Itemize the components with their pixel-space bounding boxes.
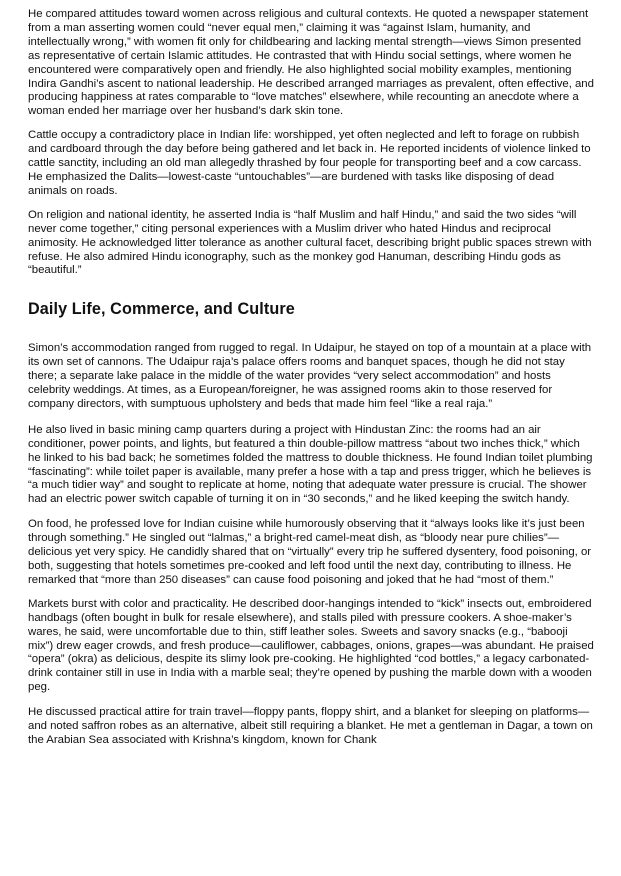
paragraph-cattle: Cattle occupy a contradictory place in Indian life: worshipped, yet often neglected and left to forage on rubbish and cardboard through the day before being gathered and let back in. He reported incidents of violence linked to cattle sanctity, including an old man allegedly thrashed by four people for transporting beef and a cow carcass. He emphasized the Dalits—lowest-caste “untouchables”—are burdened with tasks like disposing of dead animals on roads. — [28, 129, 591, 197]
paragraph-accommodation: Simon’s accommodation ranged from rugged to regal. In Udaipur, he stayed on top of a mountain at a place with its own set of cannons. The Udaipur raja’s palace offers rooms and banquet spaces, though he did not stay there; a separate lake palace in the middle of the water provides “very select accommodation” and hosts celebrity weddings. At times, as a European/foreigner, he was assigned rooms akin to those reserved for company directors, with sumptuous upholstery and beds that made him feel “like a real raja.” — [28, 342, 592, 410]
section-heading: Daily Life, Commerce, and Culture — [28, 300, 295, 319]
document-page — [28, 8, 594, 748]
paragraph-mining-camp: He also lived in basic mining camp quarters during a project with Hindustan Zinc: the rooms had an air conditioner, power points, and lights, but featured a thin double-pillow mattress “about two inches thick,” which he linked to his bad back; he sometimes folded the mattress to double thickness. He found Indian toilet plumbing “fascinating”: while toilet paper is available, many prefer a hose with a tap and press trigger, which he believes is “a much tidier way” and sought to replicate at home, noting that adequate water pressure is crucial. The shower had an electric power switch capable of turning it on in “30 seconds,” and he liked keeping the switch handy. — [28, 423, 593, 506]
paragraph-train-attire: He discussed practical attire for train travel—floppy pants, floppy shirt, and a blanket for sleeping on platforms—and noted saffron robes as an alternative, albeit still requiring a blanket. He met a gentleman in Dagar, a town on the Arabian Sea associated with Krishna’s kingdom, known for Chank — [28, 706, 593, 746]
paragraph-religion-identity: On religion and national identity, he asserted India is “half Muslim and half Hindu,” and said the two sides “will never come together,” citing personal experiences with a Muslim driver who hated Hindus and reciprocal animosity. He acknowledged litter tolerance as another cultural facet, describing bright public spaces strewn with refuse. He also admired Hindu iconography, such as the monkey god Hanuman, describing Hindu gods as “beautiful.” — [28, 208, 592, 277]
paragraph-food: On food, he professed love for Indian cuisine while humorously observing that it “always looks like it’s just been through something.” He singled out “lalmas,” a bright-red camel-meat dish, as “bloody near pure chilies”—delicious yet very spicy. He candidly shared that on “virtually” every trip he suffered dysentery, food poisoning, or both, suggesting that hotels sometimes pre-cooked and left food until the next day, contributing to illness. He remarked that “more than 250 diseases” can cause food poisoning and joked that he had “most of them.” — [28, 518, 592, 586]
paragraph-markets: Markets burst with color and practicality. He described door-hangings intended to “kick” insects out, embroidered handbags (often bought in bulk for resale elsewhere), and stalls piled with pressure cookers. A shoe-maker’s wares, he said, were uncomfortable due to thin, stiff leather soles. Sweets and savory snacks (e.g., “babooji mix”) drew eager crowds, and fresh produce—cauliflower, cabbages, onions, grapes—was abundant. He praised “opera” (okra) as delicious, despite its slimy look pre-cooking. He highlighted “cod bottles,” a legacy carbonated-drink container still in use in India with a marble seal; they’re opened by pushing the marble down with a wooden peg. — [28, 597, 594, 694]
paragraph-women-attitudes: He compared attitudes toward women across religious and cultural contexts. He quoted a newspaper statement from a man asserting women could “never equal men,” claiming it was “against Islam, humanity, and intellectually wrong,” with women fit only for childbearing and lacking mental strength—views Simon presented as representative of certain Islamic attitudes. He contrasted that with Hindu social settings, where women he encountered were comparatively open and friendly. He also highlighted social mobility examples, mentioning Indira Gandhi’s ascent to national leadership. He described arranged marriages as prevalent, often effective, and producing happiness at rates comparable to “love matches” elsewhere, while recounting an anecdote where a woman ended her marriage over her husband’s dark skin tone. — [28, 8, 594, 118]
